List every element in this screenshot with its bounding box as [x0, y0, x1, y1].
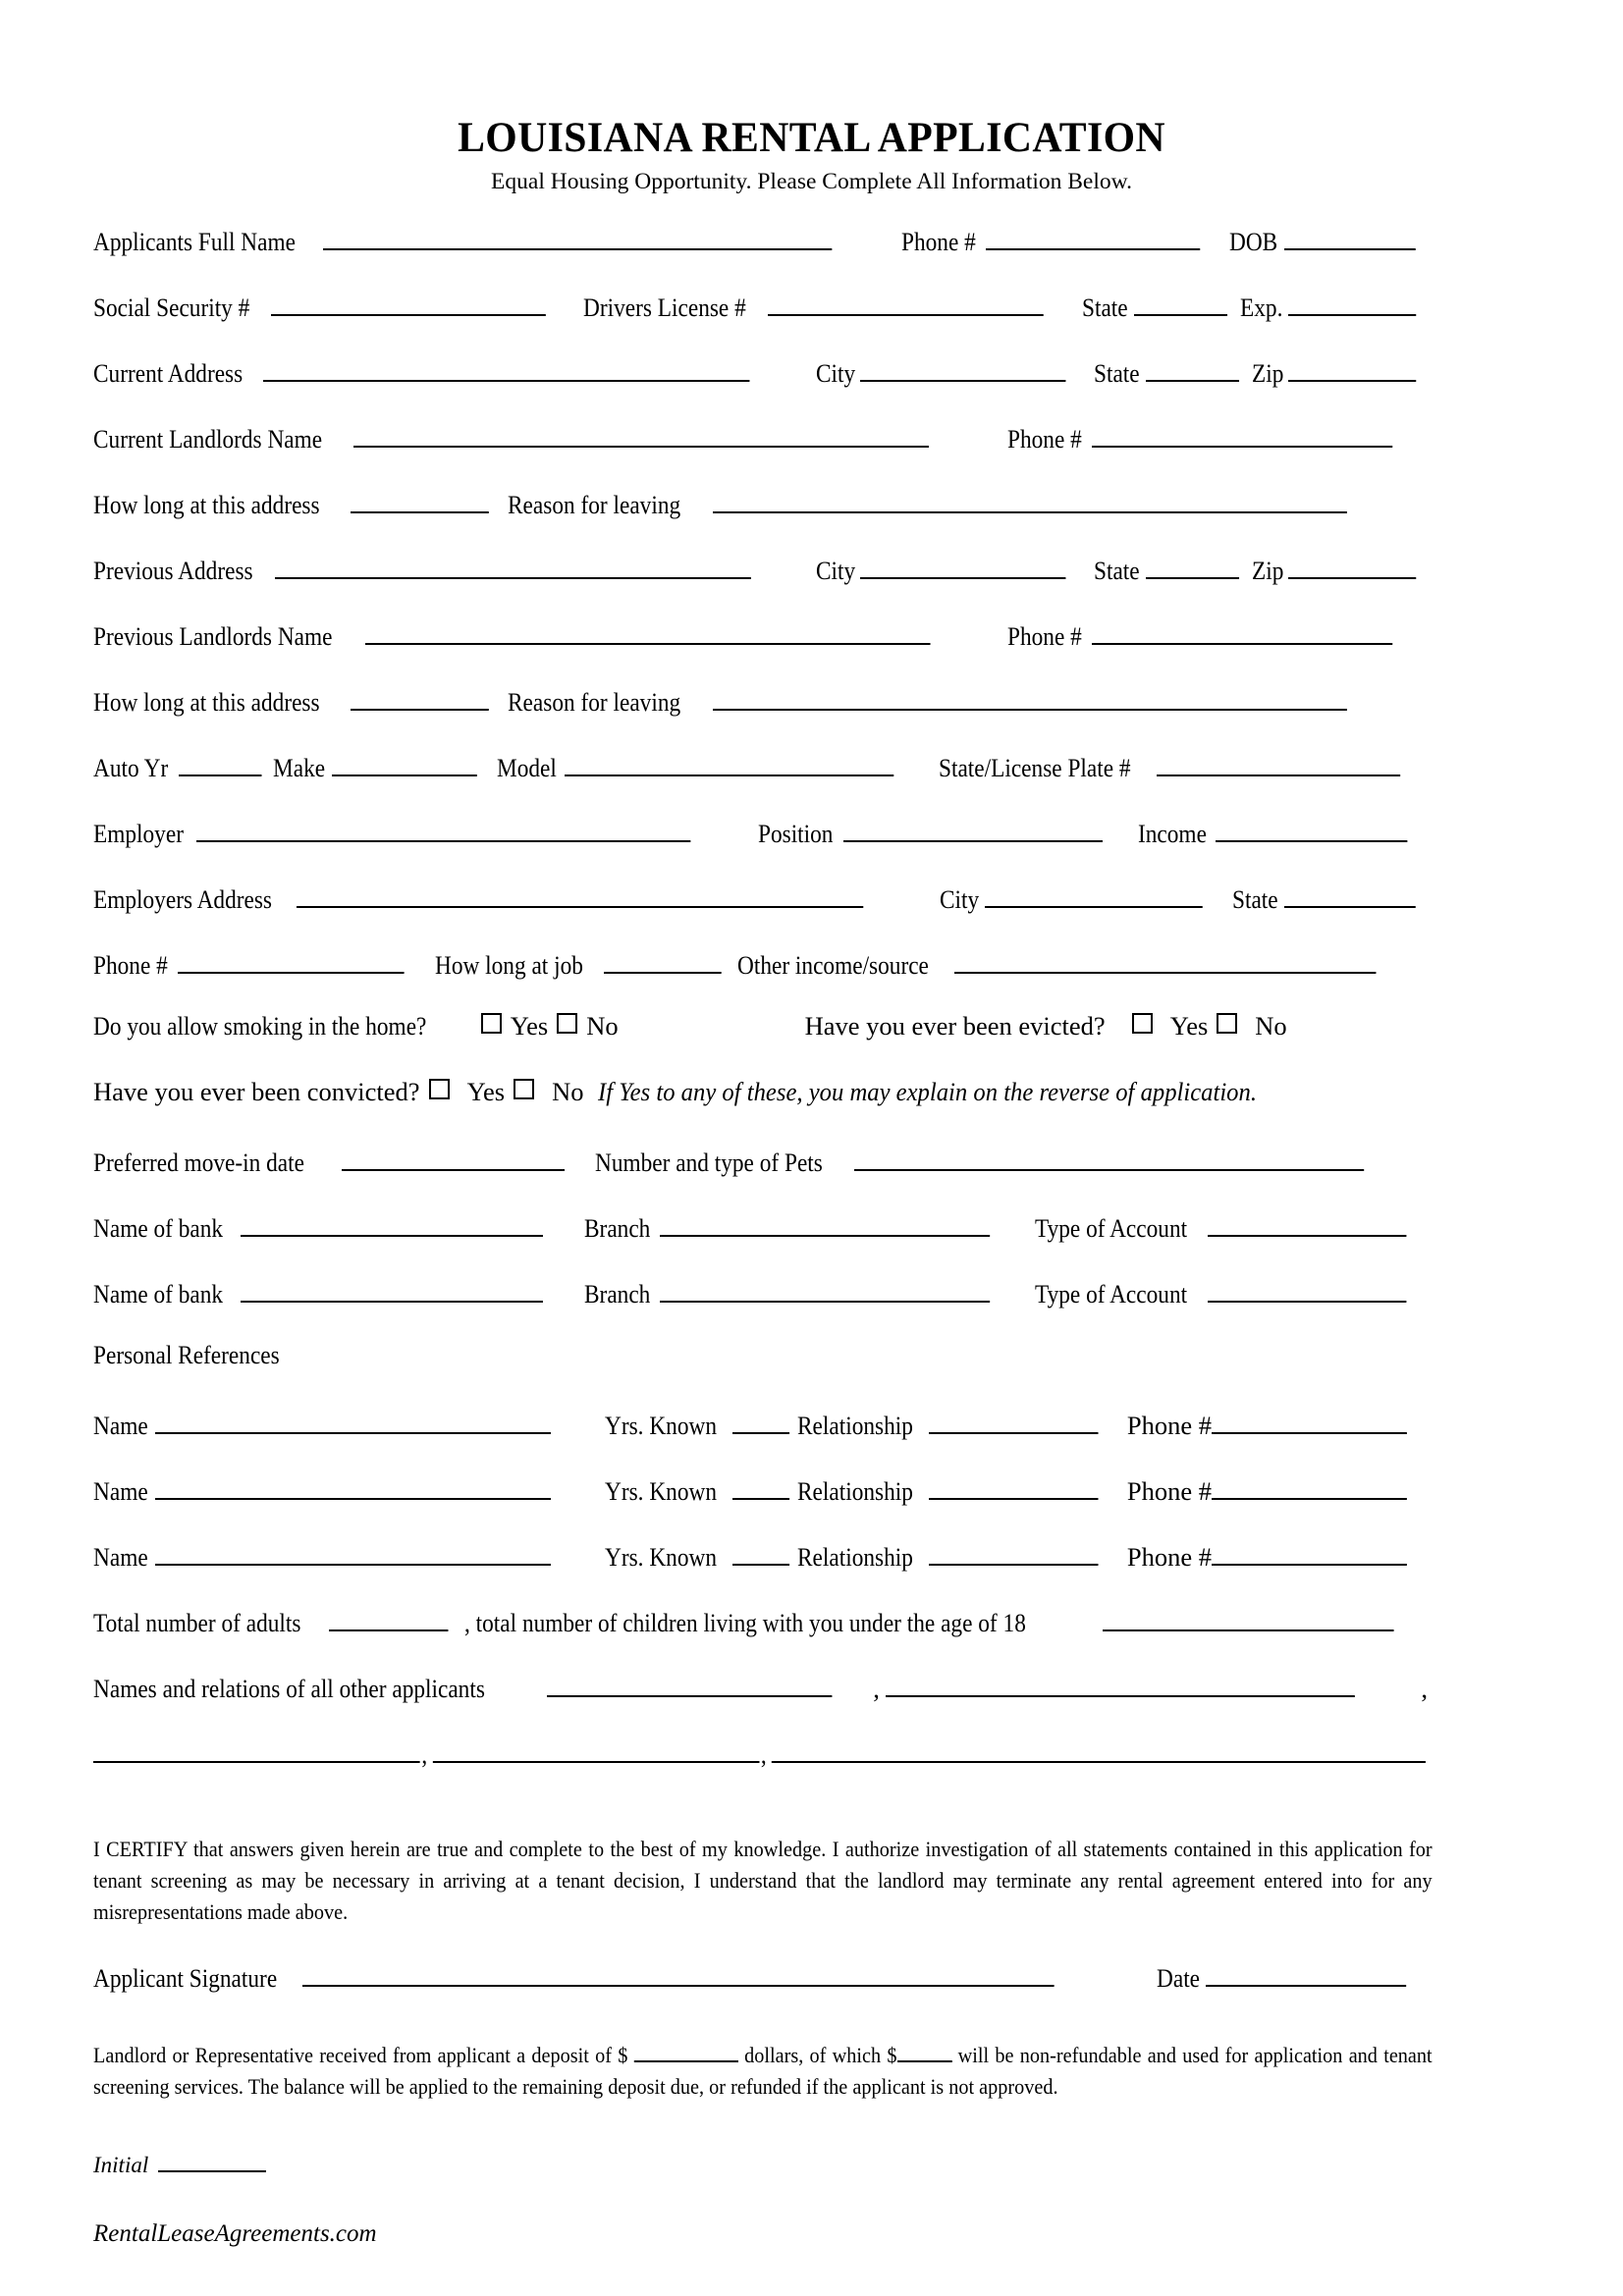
label-license-exp: Exp. [1239, 292, 1283, 322]
label-employer-state: State [1232, 883, 1278, 914]
label-reference-phone-2: Phone # [1126, 1475, 1212, 1506]
label-other-income-source: Other income/source [736, 949, 929, 980]
label-auto-yr: Auto Yr [93, 752, 169, 782]
input-reference-name-3[interactable] [155, 1539, 551, 1566]
input-drivers-license[interactable] [768, 290, 1044, 316]
comma-separator: , [421, 1738, 428, 1769]
page-subtitle: Equal Housing Opportunity. Please Complete All Information Below. [491, 169, 1132, 195]
input-previous-zip[interactable] [1288, 553, 1416, 579]
row-other-applicants-2 [93, 1736, 1426, 1802]
input-auto-make[interactable] [332, 750, 477, 776]
input-preferred-move-in-date[interactable] [342, 1145, 565, 1171]
label-evicted-question: Have you ever been evicted? [804, 1011, 1106, 1041]
input-reference-name-2[interactable] [155, 1473, 551, 1500]
input-position[interactable] [843, 816, 1103, 842]
input-other-applicant-2[interactable] [886, 1671, 1355, 1697]
input-current-address[interactable] [263, 355, 749, 382]
row-previous-address [93, 553, 1434, 618]
label-employers-address: Employers Address [93, 883, 273, 914]
row-auto [93, 750, 1434, 816]
input-how-long-previous[interactable] [351, 684, 489, 711]
label-dob: DOB [1229, 226, 1278, 256]
input-applicants-full-name[interactable] [323, 224, 832, 250]
row-reference-2 [93, 1473, 1434, 1539]
label-reference-name-3: Name [93, 1541, 148, 1572]
row-occupant-counts [93, 1605, 1434, 1671]
label-how-long-at-job: How long at job [435, 949, 584, 980]
input-license-state[interactable] [1134, 290, 1227, 316]
input-current-zip[interactable] [1288, 355, 1416, 382]
input-number-type-pets[interactable] [854, 1145, 1364, 1171]
label-reason-leaving-current: Reason for leaving [508, 489, 681, 519]
label-drivers-license: Drivers License # [583, 292, 746, 322]
label-total-adults: Total number of adults [93, 1607, 301, 1637]
input-current-landlords-name[interactable] [353, 421, 929, 448]
label-current-landlords-name: Current Landlords Name [93, 423, 323, 454]
row-previous-duration [93, 684, 1434, 750]
form-body [93, 224, 1434, 2178]
label-reference-relationship-3: Relationship [796, 1541, 913, 1572]
label-how-long-previous: How long at this address [93, 686, 320, 717]
input-bank-branch-1[interactable] [660, 1210, 990, 1237]
label-reason-leaving-previous: Reason for leaving [508, 686, 681, 717]
input-other-applicant-4[interactable] [433, 1736, 760, 1763]
label-state-license-plate: State/License Plate # [938, 752, 1131, 782]
input-total-children[interactable] [1103, 1605, 1393, 1631]
label-bank-name-2: Name of bank [93, 1278, 224, 1308]
input-reference-yrs-known-2[interactable] [732, 1473, 789, 1500]
input-license-exp[interactable] [1288, 290, 1416, 316]
label-account-type-2: Type of Account [1034, 1278, 1187, 1308]
label-previous-city: City [815, 555, 855, 585]
input-applicant-signature[interactable] [302, 1961, 1055, 1988]
input-other-applicant-1[interactable] [547, 1671, 832, 1697]
label-auto-make: Make [272, 752, 325, 782]
row-signature [93, 1961, 1434, 2018]
label-reference-name-2: Name [93, 1475, 148, 1506]
input-current-landlord-phone[interactable] [1092, 421, 1392, 448]
label-employer: Employer [93, 818, 184, 848]
input-total-adults[interactable] [329, 1605, 448, 1631]
label-bank-branch-2: Branch [584, 1278, 651, 1308]
label-current-state: State [1094, 357, 1140, 388]
label-employer-city: City [940, 883, 980, 914]
input-previous-landlord-phone[interactable] [1092, 618, 1392, 645]
label-convicted-no: No [552, 1077, 584, 1106]
row-movein-pets [93, 1145, 1434, 1210]
input-previous-address[interactable] [275, 553, 751, 579]
row-reference-3 [93, 1539, 1434, 1605]
label-current-landlord-phone: Phone # [1006, 423, 1082, 454]
row-bank-2 [93, 1276, 1434, 1342]
input-social-security[interactable] [271, 290, 546, 316]
label-previous-state: State [1094, 555, 1140, 585]
input-reference-phone-3[interactable] [1212, 1539, 1407, 1566]
label-signature-date: Date [1156, 1963, 1200, 1994]
label-reference-yrs-known-3: Yrs. Known [605, 1541, 718, 1572]
row-convicted [93, 1079, 1434, 1145]
label-position: Position [757, 818, 834, 848]
input-reference-phone-1[interactable] [1212, 1408, 1407, 1434]
input-nonrefundable-amount[interactable] [897, 2041, 952, 2062]
input-bank-name-2[interactable] [241, 1276, 543, 1303]
input-reference-relationship-2[interactable] [929, 1473, 1098, 1500]
input-employers-address[interactable] [297, 881, 863, 908]
input-employer-city[interactable] [985, 881, 1203, 908]
row-current-address [93, 355, 1434, 421]
label-reference-phone-3: Phone # [1126, 1541, 1212, 1572]
label-reference-relationship-2: Relationship [796, 1475, 913, 1506]
label-initial: Initial [93, 2153, 149, 2178]
row-employer [93, 816, 1434, 881]
comma-separator: , [760, 1738, 767, 1769]
deposit-text-part2: dollars, of which $ [744, 2042, 897, 2067]
input-reason-leaving-current[interactable] [713, 487, 1347, 513]
label-smoking-yes: Yes [510, 1011, 549, 1041]
note-convicted-explain: If Yes to any of these, you may explain on the reverse of application. [597, 1077, 1257, 1106]
label-license-state: State [1081, 292, 1128, 322]
row-other-applicants-1 [93, 1671, 1434, 1736]
input-reference-name-1[interactable] [155, 1408, 551, 1434]
input-reference-yrs-known-1[interactable] [732, 1408, 789, 1434]
label-auto-model: Model [496, 752, 557, 782]
deposit-paragraph [93, 2040, 1433, 2103]
label-total-children: , total number of children living with you under the age of 18 [464, 1607, 1027, 1637]
label-evicted-yes: Yes [1169, 1011, 1209, 1041]
input-employer-state[interactable] [1284, 881, 1416, 908]
input-previous-landlords-name[interactable] [365, 618, 931, 645]
input-phone[interactable] [986, 224, 1200, 250]
label-previous-landlords-name: Previous Landlords Name [93, 620, 333, 651]
input-dob[interactable] [1284, 224, 1416, 250]
row-current-landlord [93, 421, 1434, 487]
checkbox-evicted-no[interactable] [1217, 1013, 1237, 1034]
input-current-state[interactable] [1146, 355, 1239, 382]
label-applicants-full-name: Applicants Full Name [93, 226, 296, 256]
input-account-type-1[interactable] [1208, 1210, 1406, 1237]
input-previous-city[interactable] [860, 553, 1065, 579]
row-reference-1 [93, 1408, 1434, 1473]
label-social-security: Social Security # [93, 292, 250, 322]
label-number-type-pets: Number and type of Pets [595, 1147, 824, 1177]
input-other-applicant-3[interactable] [93, 1736, 420, 1763]
row-applicant-name [93, 224, 1434, 290]
label-reference-yrs-known-1: Yrs. Known [605, 1410, 718, 1440]
row-employment-contact [93, 947, 1434, 1013]
input-state-license-plate[interactable] [1157, 750, 1400, 776]
label-bank-name-1: Name of bank [93, 1212, 224, 1243]
input-reference-relationship-3[interactable] [929, 1539, 1098, 1566]
row-initial [93, 2150, 1434, 2178]
input-other-income-source[interactable] [954, 947, 1376, 974]
label-bank-branch-1: Branch [584, 1212, 651, 1243]
label-smoking-question: Do you allow smoking in the home? [93, 1011, 427, 1041]
input-reference-relationship-1[interactable] [929, 1408, 1098, 1434]
label-income: Income [1137, 818, 1207, 848]
input-other-applicant-5[interactable] [772, 1736, 1426, 1763]
input-bank-name-1[interactable] [241, 1210, 543, 1237]
label-reference-phone-1: Phone # [1126, 1410, 1212, 1440]
label-current-city: City [815, 357, 855, 388]
label-previous-zip: Zip [1252, 555, 1284, 585]
label-convicted-yes: Yes [466, 1077, 506, 1106]
label-reference-yrs-known-2: Yrs. Known [605, 1475, 718, 1506]
label-account-type-1: Type of Account [1034, 1212, 1187, 1243]
label-applicant-signature: Applicant Signature [93, 1963, 278, 1994]
checkbox-smoking-no[interactable] [557, 1013, 577, 1034]
input-how-long-current[interactable] [351, 487, 489, 513]
input-current-city[interactable] [860, 355, 1065, 382]
input-initial[interactable] [158, 2150, 266, 2172]
label-previous-landlord-phone: Phone # [1006, 620, 1082, 651]
row-bank-1 [93, 1210, 1434, 1276]
label-how-long-current: How long at this address [93, 489, 320, 519]
input-employer-phone[interactable] [178, 947, 405, 974]
label-evicted-no: No [1255, 1011, 1287, 1041]
label-preferred-move-in-date: Preferred move-in date [93, 1147, 304, 1177]
input-account-type-2[interactable] [1208, 1276, 1406, 1303]
footer-brand: RentalLeaseAgreements.com [93, 2220, 377, 2247]
label-employer-phone: Phone # [93, 949, 168, 980]
label-convicted-question: Have you ever been convicted? [93, 1077, 420, 1106]
input-income[interactable] [1216, 816, 1407, 842]
checkbox-convicted-yes[interactable] [429, 1079, 450, 1099]
heading-personal-references: Personal References [93, 1340, 280, 1369]
input-signature-date[interactable] [1206, 1961, 1406, 1988]
label-smoking-no: No [586, 1011, 619, 1041]
input-employer[interactable] [196, 816, 690, 842]
row-current-duration [93, 487, 1434, 553]
input-bank-branch-2[interactable] [660, 1276, 990, 1303]
input-deposit-amount[interactable] [634, 2041, 738, 2062]
input-reference-yrs-known-3[interactable] [732, 1539, 789, 1566]
row-smoking-evicted [93, 1013, 1434, 1079]
row-previous-landlord [93, 618, 1434, 684]
label-reference-name-1: Name [93, 1410, 148, 1440]
label-current-zip: Zip [1252, 357, 1284, 388]
input-reason-leaving-previous[interactable] [713, 684, 1347, 711]
label-previous-address: Previous Address [93, 555, 253, 585]
label-reference-relationship-1: Relationship [796, 1410, 913, 1440]
comma-separator: , [1421, 1673, 1428, 1703]
comma-separator: , [873, 1673, 880, 1703]
label-current-address: Current Address [93, 357, 243, 388]
input-previous-state[interactable] [1146, 553, 1239, 579]
input-how-long-at-job[interactable] [604, 947, 722, 974]
label-other-applicants: Names and relations of all other applicants [93, 1673, 485, 1703]
input-auto-yr[interactable] [179, 750, 261, 776]
checkbox-evicted-yes[interactable] [1132, 1013, 1153, 1034]
deposit-text-part3: will be non-refundable and used for application and tenant screening services. The balance will be applied to the remaining deposit due, or refunded if the applicant is not approved. [93, 2042, 1433, 2099]
input-reference-phone-2[interactable] [1212, 1473, 1407, 1500]
certification-paragraph: I CERTIFY that answers given herein are true and complete to the best of my knowledge. I authorize investigation of all statements contained in this application for tenant screening as may be necessary in arriving at a tenant decision, I understand that the landlord may terminate any rental agreement entered into for any misrepresentations made above. [93, 1837, 1433, 1924]
page-title: LOUISIANA RENTAL APPLICATION [458, 115, 1165, 161]
deposit-text-part1: Landlord or Representative received from applicant a deposit of $ [93, 2042, 628, 2067]
row-ssn-license [93, 290, 1434, 355]
checkbox-convicted-no[interactable] [514, 1079, 534, 1099]
checkbox-smoking-yes[interactable] [481, 1013, 502, 1034]
label-phone: Phone # [900, 226, 976, 256]
row-employers-address [93, 881, 1434, 947]
input-auto-model[interactable] [565, 750, 893, 776]
